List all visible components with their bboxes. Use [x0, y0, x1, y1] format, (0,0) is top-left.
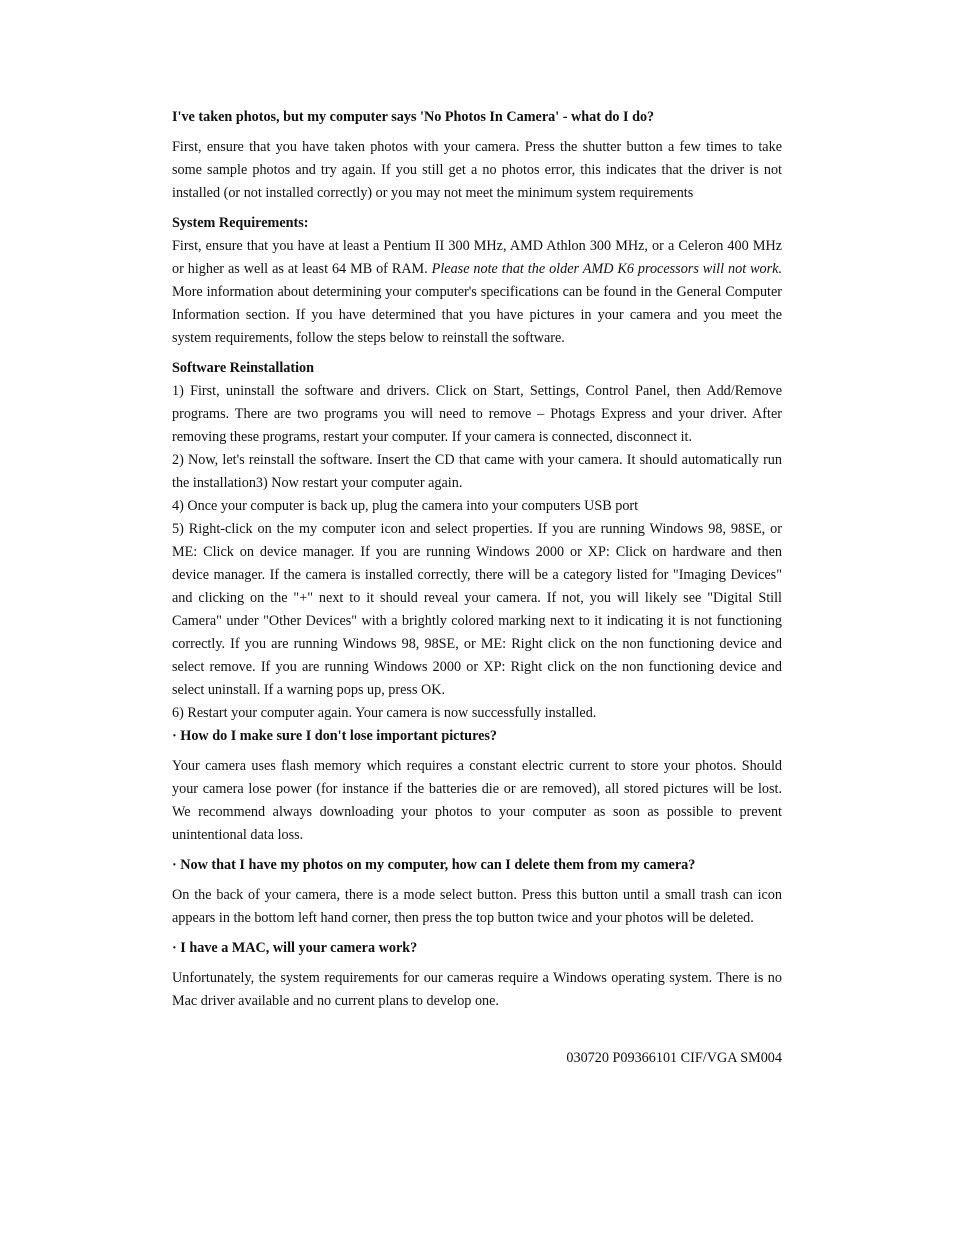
system-requirements-italic-note: Please note that the older AMD K6 processors will not work. — [431, 261, 782, 277]
faq1-question: I've taken photos, but my computer says 'No Photos In Camera' - what do I do? — [172, 109, 655, 125]
faq2-question: · How do I make sure I don't lose important pictures? — [172, 728, 498, 744]
reinstall-step: 6) Restart your computer again. Your camera is now successfully installed. — [172, 705, 597, 721]
system-requirements-heading: System Requirements: — [172, 215, 309, 231]
software-reinstallation-heading: Software Reinstallation — [172, 360, 314, 376]
faq4-answer: Unfortunately, the system requirements for our cameras require a Windows operating system. There is no Mac driver available and no current plans to develop one. — [172, 970, 782, 1009]
system-requirements-text-start: First, ensure that you have at least a Pentium II 300 MHz, AMD Athlon 300 MHz, or a Celeron 400 MHz or higher as well as at least 64 MB of RAM. — [172, 238, 782, 277]
system-requirements-text-end: More information about determining your computer's specifications can be found in the General Computer Information section. If you have determined that you have pictures in your camera and you meet the system requirements, follow the steps below to reinstall the software. — [172, 284, 782, 346]
faq2-answer: Your camera uses flash memory which requires a constant electric current to store your photos. Should your camera lose power (for instance if the batteries die or are removed), all stored pictures will be lost. We recommend always downloading your photos to your computer as soon as possible to prevent unintentional data loss. — [172, 758, 782, 843]
reinstall-step: 1) First, uninstall the software and drivers. Click on Start, Settings, Control Panel, then Add/Remove programs. There are two programs you will need to remove – Photags Express and your driver. After removing these programs, restart your computer. If your camera is connected, disconnect it. — [172, 383, 782, 445]
reinstall-step: 2) Now, let's reinstall the software. Insert the CD that came with your camera. It should automatically run the installation3) Now restart your computer again. — [172, 452, 782, 491]
faq4-question: · I have a MAC, will your camera work? — [172, 940, 418, 956]
system-requirements-text — [172, 235, 782, 350]
document-code-footer: 030720 P09366101 CIF/VGA SM004 — [566, 1050, 782, 1066]
document-body — [172, 106, 782, 1013]
faq3-question: · Now that I have my photos on my computer, how can I delete them from my camera? — [172, 857, 696, 873]
reinstall-step: 4) Once your computer is back up, plug the camera into your computers USB port — [172, 498, 639, 514]
faq3-answer: On the back of your camera, there is a mode select button. Press this button until a small trash can icon appears in the bottom left hand corner, then press the top button twice and your photos will be deleted. — [172, 887, 782, 926]
faq1-answer: First, ensure that you have taken photos with your camera. Press the shutter button a few times to take some sample photos and try again. If you still get a no photos error, this indicates that the driver is not installed (or not installed correctly) or you may not meet the minimum system requirements — [172, 139, 782, 201]
reinstall-step: 5) Right-click on the my computer icon and select properties. If you are running Windows 98, 98SE, or ME: Click on device manager. If you are running Windows 2000 or XP: Click on hardware and then device manager. If the camera is installed correctly, there will be a category listed for "Imaging Devices" and clicking on the "+" next to it should reveal your camera. If not, you will likely see "Digital Still Camera" under "Other Devices" with a brightly colored marking next to it indicating it is not functioning correctly. If you are running Windows 98, 98SE, or ME: Right click on the non functioning device and select remove. If you are running Windows 2000 or XP: Right click on the non functioning device and select uninstall. If a warning pops up, press OK. — [172, 521, 782, 698]
